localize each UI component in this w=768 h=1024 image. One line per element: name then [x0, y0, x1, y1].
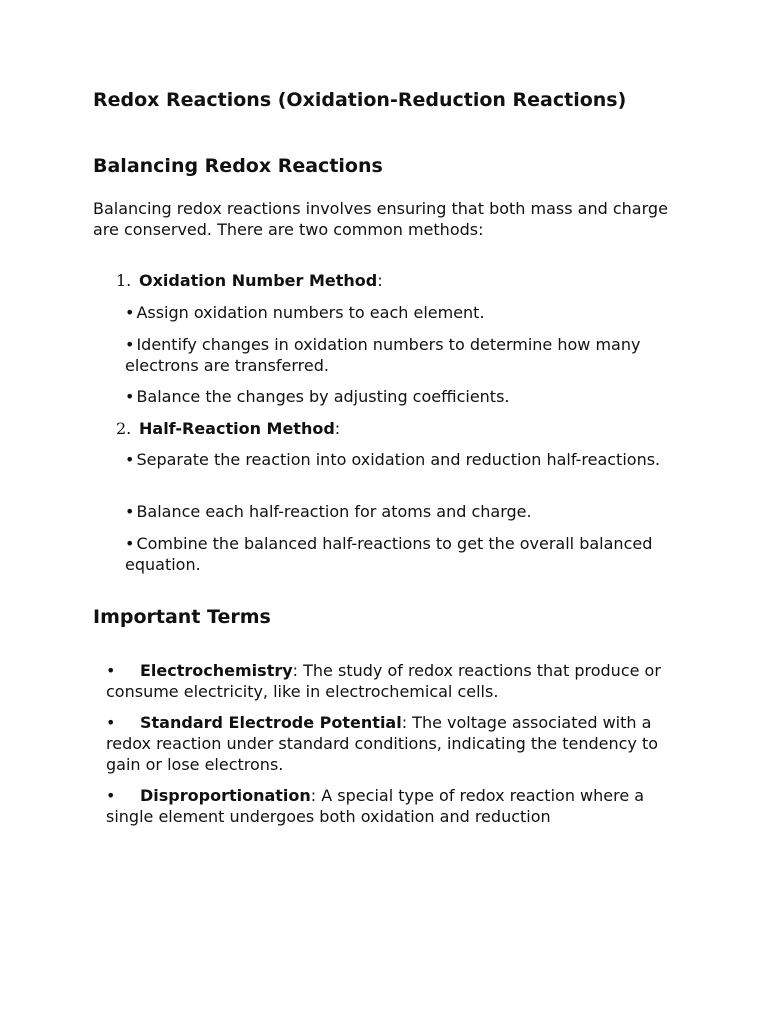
- term-definition: : The voltage associated with a redox reaction under standard conditions, indicating the tendency to gain or lose electrons.: [106, 713, 659, 774]
- method-step: [125, 386, 685, 407]
- method-suffix: :: [334, 419, 341, 438]
- term-item: [106, 712, 686, 775]
- step-text: Combine the balanced half-reactions to get the overall balanced equation.: [125, 534, 653, 574]
- bullet-icon: •: [106, 661, 116, 680]
- bullet-icon: •: [106, 713, 116, 732]
- step-text: Separate the reaction into oxidation and reduction half-reactions.: [136, 450, 661, 469]
- bullet-icon: •: [125, 502, 135, 521]
- term-definition: : The study of redox reactions that produce or consume electricity, like in electrochemical cells.: [106, 661, 661, 701]
- bullet-icon: •: [125, 450, 135, 469]
- term-item: [106, 785, 686, 827]
- intro-paragraph: Balancing redox reactions involves ensuring that both mass and charge are conserved. There are two common methods:: [93, 199, 668, 239]
- term-item: [106, 660, 686, 702]
- bullet-icon: •: [125, 303, 135, 322]
- method-step: [125, 449, 685, 470]
- term-definition: : A special type of redox reaction where a single element undergoes both oxidation and reduction: [106, 786, 645, 826]
- step-text: Balance the changes by adjusting coefficients.: [136, 387, 510, 406]
- method-step: [125, 533, 685, 575]
- term-name: Electrochemistry: [140, 661, 293, 680]
- section-heading-terms: Important Terms: [93, 606, 271, 628]
- step-text: Assign oxidation numbers to each element.: [136, 303, 485, 322]
- term-name: Standard Electrode Potential: [140, 713, 402, 732]
- method-title: [139, 418, 340, 439]
- method-name: Oxidation Number Method: [139, 271, 378, 290]
- method-step: [125, 501, 685, 522]
- method-number: 1.: [116, 271, 132, 290]
- step-text: Balance each half-reaction for atoms and charge.: [136, 502, 532, 521]
- bullet-icon: •: [125, 335, 135, 354]
- method-step: [125, 334, 685, 376]
- term-name: Disproportionation: [140, 786, 311, 805]
- section-heading-balancing: Balancing Redox Reactions: [93, 155, 383, 177]
- method-name: Half-Reaction Method: [139, 419, 335, 438]
- document-title: Redox Reactions (Oxidation-Reduction Reactions): [93, 89, 627, 111]
- method-suffix: :: [377, 271, 383, 290]
- step-text: Identify changes in oxidation numbers to determine how many electrons are transferred.: [125, 335, 641, 375]
- method-number: 2.: [116, 419, 132, 438]
- bullet-icon: •: [125, 387, 135, 406]
- method-step: [125, 302, 685, 323]
- bullet-icon: •: [125, 534, 135, 553]
- bullet-icon: •: [106, 786, 116, 805]
- method-title: [139, 270, 383, 291]
